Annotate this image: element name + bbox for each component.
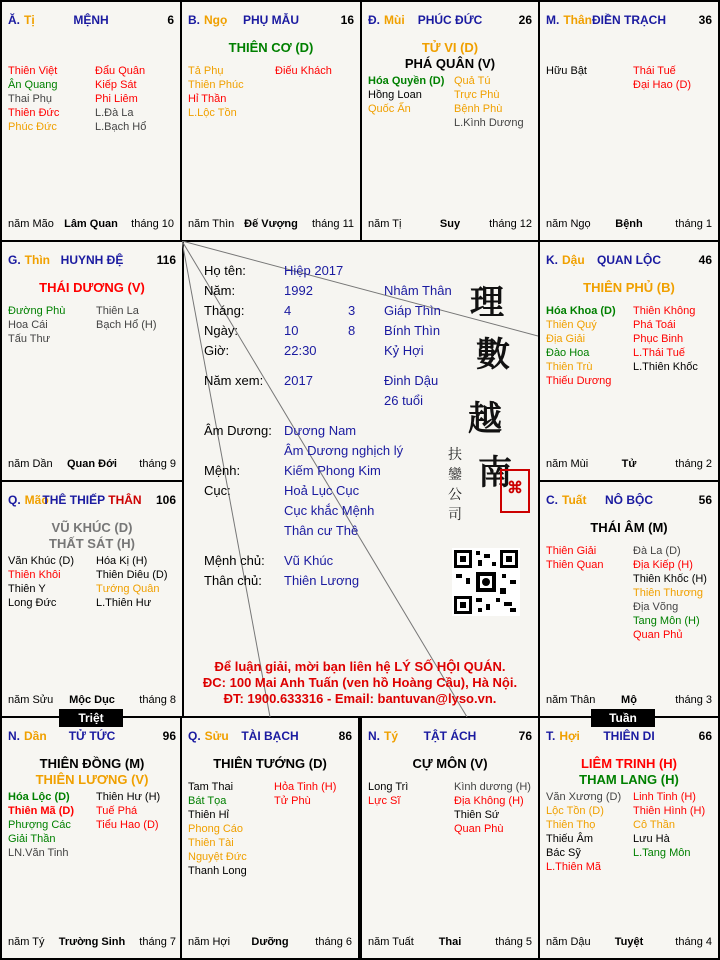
nam-can-chi: Nhâm Thân: [384, 283, 452, 298]
minor-star: Quan Phù: [454, 823, 504, 835]
gio-can-chi: Kỷ Hợi: [384, 343, 424, 358]
minor-star: L.Kình Dương: [454, 117, 524, 129]
minor-star: L.Thiên Khốc: [633, 361, 698, 373]
contact-address: ĐC: 100 Mai Anh Tuấn (ven hồ Hoàng Cầu), Hà Nội.: [202, 675, 518, 690]
than-chu-value: Thiên Lương: [284, 573, 360, 588]
nam-value: 1992: [284, 283, 313, 298]
palace-phase: Lâm Quan: [64, 218, 118, 230]
thang-can-chi: Giáp Thìn: [384, 303, 441, 318]
minor-star: Kình dương (H): [454, 781, 531, 793]
palace-cell-than: [538, 0, 720, 242]
palace-cell-ty2: [360, 716, 540, 960]
palace-header: [8, 253, 176, 271]
palace-cell-mao: [0, 480, 184, 718]
palace-number: 26: [518, 13, 532, 27]
calligraphy-char-1: 理: [470, 283, 504, 323]
palace-year: năm Thân: [546, 694, 596, 706]
minor-stars-right: [95, 64, 146, 134]
minor-stars-right: [633, 544, 707, 642]
main-star: THÁI ÂM (M): [590, 520, 668, 535]
minor-stars-right: [96, 790, 160, 832]
palace-month: tháng 5: [495, 936, 532, 948]
am-duong-label: Âm Dương:: [204, 423, 272, 438]
ngay-am-lich: 8: [348, 323, 356, 338]
minor-star: Đẩu Quân: [95, 65, 146, 77]
minor-star: Quốc Ấn: [368, 103, 411, 115]
minor-star: L.Thái Tuế: [633, 347, 685, 359]
minor-star: Hỉ Thần: [188, 93, 227, 105]
minor-star: Đào Hoa: [546, 347, 590, 359]
nam-xem-can-chi: Đinh Dậu: [384, 373, 439, 388]
minor-star: Nguyệt Đức: [188, 851, 247, 863]
minor-stars-left: [8, 554, 74, 610]
cuc-note: Cục khắc Mệnh: [284, 503, 375, 518]
minor-star: Phi Liêm: [95, 93, 138, 105]
minor-stars-left: [546, 790, 621, 874]
minor-star: Hóa Quyền (D): [368, 75, 445, 87]
minor-star: Linh Tinh (H): [633, 791, 696, 803]
palace-phase: Mộ: [621, 694, 637, 706]
minor-star: Ân Quang: [8, 79, 58, 91]
minor-star: Cô Thần: [633, 819, 675, 831]
minor-star: Tấu Thư: [8, 333, 51, 345]
minor-star: L.Lộc Tồn: [188, 107, 237, 119]
palace-name: TÀI BẠCH: [241, 729, 299, 743]
palace-branch: N. Dần: [8, 729, 47, 743]
nam-xem-value: 2017: [284, 373, 313, 388]
palace-branch: N. Tý: [368, 729, 399, 743]
red-seal-icon: ⌘: [500, 469, 530, 513]
minor-star: Thiên Khôi: [8, 569, 61, 581]
palace-branch: Q. Mão: [8, 493, 49, 507]
palace-phase: Suy: [439, 218, 461, 230]
qr-code-icon: [452, 548, 520, 616]
nam-label: Năm:: [204, 283, 236, 298]
minor-star: Thiên Quan: [546, 559, 604, 571]
palace-footer: [546, 458, 712, 472]
company-chars: 扶 鑾 公 司: [448, 447, 462, 523]
palace-header: [546, 729, 712, 747]
main-star: THIÊN LƯƠNG (V): [35, 772, 149, 787]
palace-name: HUYNH ĐỆ: [60, 253, 124, 267]
palace-branch: B. Ngọ: [188, 13, 228, 27]
palace-name: MỆNH: [73, 13, 109, 27]
minor-star: Tuế Phá: [96, 805, 138, 817]
ngay-label: Ngày:: [204, 323, 238, 338]
minor-star: Quan Phủ: [633, 629, 683, 641]
palace-footer: [8, 458, 176, 472]
minor-stars-right: [96, 554, 168, 610]
minor-star: Bệnh Phù: [454, 103, 503, 115]
minor-stars-left: [8, 790, 74, 860]
minor-star: Hóa Khoa (D): [546, 305, 616, 317]
main-star: THẤT SÁT (H): [49, 536, 135, 551]
palace-cell-thin: [0, 240, 184, 482]
cuc-value: Hoả Lục Cục: [284, 483, 360, 498]
minor-star: Thiên Thương: [633, 587, 704, 599]
palace-footer: [546, 936, 712, 950]
menh-chu-label: Mệnh chủ:: [204, 553, 265, 568]
main-star: THIÊN PHỦ (B): [583, 280, 675, 295]
palace-phase: Bệnh: [615, 218, 643, 230]
minor-star: Tam Thai: [188, 781, 234, 793]
minor-star: Tướng Quân: [96, 583, 160, 595]
minor-star: Thiên Quý: [546, 319, 597, 331]
minor-star: Phong Cáo: [188, 823, 244, 835]
palace-footer: [368, 218, 532, 232]
minor-star: Hồng Loan: [368, 89, 422, 101]
minor-star: Tả Phụ: [188, 65, 224, 77]
palace-name: QUAN LỘC: [597, 253, 661, 267]
palace-header: [8, 493, 176, 511]
palace-year: năm Tuất: [368, 936, 414, 948]
minor-star: Hóa Kị (H): [96, 555, 148, 567]
palace-cell-dan: [0, 716, 184, 960]
minor-stars-right: [454, 780, 531, 836]
minor-star: Đà La (D): [633, 545, 681, 557]
menh-value: Kiếm Phong Kim: [284, 463, 381, 478]
am-duong-value: Dương Nam: [284, 423, 357, 438]
palace-name: THIÊN DI: [603, 729, 655, 743]
palace-branch: Ă. Tị: [8, 13, 35, 27]
ho-ten-value: Hiệp 2017: [284, 263, 344, 278]
gio-value: 22:30: [284, 343, 317, 358]
minor-stars-right: [275, 64, 332, 78]
minor-stars-left: [546, 544, 603, 572]
minor-star: Thiên Hư (H): [96, 791, 161, 803]
main-star: THIÊN TƯỚNG (D): [213, 756, 327, 771]
main-star: TỬ VI (D): [421, 40, 479, 55]
minor-stars-left: [546, 304, 616, 388]
palace-month: tháng 7: [139, 936, 176, 948]
palace-number: 106: [155, 493, 176, 507]
palace-year: năm Sửu: [8, 694, 54, 706]
palace-number: 116: [156, 253, 176, 267]
palace-year: năm Hợi: [188, 936, 231, 948]
minor-star: Phá Toái: [633, 319, 676, 331]
contact-phone-email: ĐT: 1900.633316 - Email: bantuvan@lyso.vn.: [223, 691, 497, 706]
cuc-label: Cục:: [204, 483, 231, 498]
palace-name: THÊ THIẾP THÂN: [42, 493, 142, 507]
palace-branch: C. Tuất: [546, 493, 587, 507]
minor-stars-left: [368, 780, 408, 808]
palace-branch: Đ. Mùi: [368, 13, 405, 27]
palace-phase: Mộc Dục: [69, 694, 115, 706]
minor-star: Thiên Khốc (H): [633, 573, 707, 585]
calligraphy-char-3: 越: [468, 399, 502, 439]
palace-header: [8, 13, 174, 31]
palace-month: tháng 9: [139, 458, 176, 470]
main-star: LIÊM TRINH (H): [580, 756, 678, 771]
minor-stars-right: [96, 304, 157, 332]
minor-star: L.Bạch Hổ: [95, 121, 147, 133]
minor-star: L.Tang Môn: [633, 847, 691, 859]
minor-star: LN.Văn Tinh: [8, 847, 69, 859]
minor-star: Thiên Trù: [546, 361, 593, 373]
main-star: PHÁ QUÂN (V): [404, 56, 496, 71]
palace-phase: Tử: [621, 458, 637, 470]
palace-cell-dau: [538, 240, 720, 482]
minor-stars-right: [274, 780, 336, 808]
menh-chu-value: Vũ Khúc: [284, 553, 334, 568]
calligraphy-char-4: 南: [478, 453, 512, 493]
menh-label: Mệnh:: [204, 463, 241, 478]
minor-star: Văn Khúc (D): [8, 555, 75, 567]
contact-note-1: Để luận giải, mời bạn liên hệ LÝ SỐ HỘI QUÁN.: [214, 659, 506, 674]
palace-footer: [8, 218, 174, 232]
thang-value: 4: [284, 303, 292, 318]
minor-star: Thiên Hình (H): [633, 805, 706, 817]
palace-phase: Quan Đới: [67, 458, 117, 470]
minor-star: Địa Giải: [546, 333, 586, 345]
minor-stars-left: [188, 780, 247, 878]
thang-label: Tháng:: [204, 303, 245, 318]
palace-number: 96: [162, 729, 176, 743]
palace-year: năm Mùi: [546, 458, 589, 470]
minor-star: Tử Phù: [274, 795, 311, 807]
minor-star: Thiên Hỉ: [188, 809, 229, 821]
palace-footer: [188, 218, 354, 232]
palace-footer: [8, 694, 176, 708]
minor-stars-right: [633, 64, 691, 92]
palace-footer: [368, 936, 532, 950]
minor-stars-left: [188, 64, 244, 120]
minor-star: Long Đức: [8, 597, 57, 609]
palace-footer: [546, 694, 712, 708]
palace-month: tháng 11: [311, 218, 354, 230]
minor-star: Đường Phù: [8, 305, 66, 317]
palace-footer: [546, 218, 712, 232]
minor-star: Thiếu Dương: [546, 375, 612, 387]
palace-cell-suu: [180, 716, 360, 960]
minor-stars-right: [633, 304, 698, 374]
palace-month: tháng 1: [675, 218, 712, 230]
am-duong-note: Âm Dương nghịch lý: [284, 443, 404, 458]
palace-name: ĐIỀN TRẠCH: [592, 13, 666, 27]
minor-star: Thai Phụ: [8, 93, 53, 105]
palace-number: 36: [698, 13, 712, 27]
palace-phase: Tuyệt: [614, 936, 644, 948]
minor-star: Quả Tú: [454, 75, 491, 87]
palace-month: tháng 4: [675, 936, 712, 948]
minor-star: Thiên Tài: [188, 837, 234, 849]
minor-star: Điếu Khách: [275, 65, 332, 77]
minor-star: Thiên Giải: [546, 545, 597, 557]
palace-number: 6: [167, 13, 174, 27]
minor-stars-right: [454, 74, 524, 130]
ngay-can-chi: Bính Thìn: [384, 323, 441, 338]
minor-star: Lưu Hà: [633, 833, 670, 845]
minor-star: Thiên Không: [633, 305, 696, 317]
palace-year: năm Dậu: [546, 936, 591, 948]
minor-star: Hỏa Tinh (H): [274, 781, 337, 793]
palace-year: năm Tị: [368, 218, 402, 230]
minor-star: Thái Tuế: [633, 65, 676, 77]
palace-year: năm Mão: [8, 218, 54, 230]
tuan-tag: Tuần: [591, 709, 655, 727]
ho-ten-label: Họ tên:: [204, 263, 246, 278]
minor-star: Lực Sĩ: [368, 795, 401, 807]
minor-star: Long Trì: [368, 781, 409, 793]
minor-star: Thanh Long: [188, 865, 247, 877]
palace-branch: K. Dậu: [546, 253, 585, 267]
minor-star: Trực Phù: [454, 89, 500, 101]
palace-year: năm Thìn: [188, 218, 235, 230]
palace-footer: [8, 936, 176, 950]
main-star: THÁI DƯƠNG (V): [39, 280, 145, 295]
minor-stars-left: [546, 64, 587, 78]
palace-cell-hoi: [538, 716, 720, 960]
minor-star: Thiên Y: [8, 583, 46, 595]
palace-number: 46: [698, 253, 712, 267]
palace-branch: M. Thân: [546, 13, 593, 27]
minor-star: Bạch Hổ (H): [96, 319, 157, 331]
minor-stars-left: [368, 74, 444, 116]
calligraphy-char-2: 數: [476, 335, 510, 375]
minor-star: Thiên Diêu (D): [96, 569, 168, 581]
palace-header: [368, 13, 532, 31]
minor-stars-left: [8, 304, 65, 346]
nam-xem-label: Năm xem:: [204, 373, 264, 388]
palace-header: [188, 729, 352, 747]
palace-year: năm Dần: [8, 458, 53, 470]
palace-cell-mui: [360, 0, 540, 242]
minor-star: Địa Võng: [633, 601, 679, 613]
palace-header: [188, 13, 354, 31]
minor-star: Thiên La: [96, 305, 139, 317]
minor-star: Phúc Đức: [8, 121, 57, 133]
minor-stars-right: [633, 790, 705, 860]
main-star: THIÊN CƠ (D): [228, 40, 314, 55]
minor-star: Tiểu Hao (D): [96, 819, 159, 831]
minor-stars-left: [8, 64, 59, 134]
than-chu-label: Thân chủ:: [204, 573, 262, 588]
palace-month: tháng 8: [139, 694, 176, 706]
palace-month: tháng 12: [489, 218, 532, 230]
minor-star: Đại Hao (D): [633, 79, 692, 91]
minor-star: Tang Môn (H): [633, 615, 700, 627]
minor-star: L.Đà La: [95, 107, 134, 119]
minor-star: Hữu Bật: [546, 65, 587, 77]
palace-year: năm Tý: [8, 936, 45, 948]
minor-star: L.Thiên Mã: [546, 861, 602, 873]
minor-star: Bác Sỹ: [546, 847, 581, 859]
thang-am-lich: 3: [348, 303, 356, 318]
palace-name: TỬ TỨC: [68, 729, 116, 743]
minor-star: Phục Binh: [633, 333, 684, 345]
palace-header: [546, 493, 712, 511]
palace-number: 56: [698, 493, 712, 507]
tuoi-value: 26 tuổi: [384, 393, 424, 408]
palace-branch: Q. Sửu: [188, 729, 229, 743]
center-info-panel: [182, 241, 538, 717]
palace-cell-ty: [0, 0, 182, 242]
palace-cell-tuat: [538, 480, 720, 718]
minor-star: Hoa Cái: [8, 319, 48, 331]
palace-header: [546, 253, 712, 271]
palace-branch: G. Thìn: [8, 253, 50, 267]
palace-header: [546, 13, 712, 31]
palace-name: TẬT ÁCH: [423, 729, 477, 743]
ngay-value: 10: [284, 323, 299, 338]
than-cu-note: Thân cư Thê: [284, 523, 359, 538]
main-star: VŨ KHÚC (D): [51, 520, 133, 535]
minor-star: Phượng Các: [8, 819, 71, 831]
palace-cell-ngo: [180, 0, 362, 242]
palace-name: PHỤ MẪU: [243, 13, 299, 27]
palace-number: 86: [338, 729, 352, 743]
minor-star: Giải Thần: [8, 833, 56, 845]
palace-phase: Dưỡng: [251, 936, 289, 948]
minor-star: Thiên Việt: [8, 65, 58, 77]
palace-number: 16: [340, 13, 354, 27]
minor-star: Thiên Thọ: [546, 819, 596, 831]
palace-header: [8, 729, 176, 747]
minor-star: Thiên Đức: [8, 107, 60, 119]
minor-star: L.Thiên Hư: [96, 597, 152, 609]
palace-year: năm Ngọ: [546, 218, 591, 230]
minor-star: Lộc Tồn (D): [546, 805, 604, 817]
minor-star: Văn Xương (D): [546, 791, 622, 803]
palace-footer: [188, 936, 352, 950]
palace-phase: Đế Vượng: [244, 218, 298, 230]
palace-month: tháng 6: [315, 936, 352, 948]
minor-star: Địa Kiếp (H): [633, 559, 693, 571]
palace-name: NÔ BỘC: [605, 493, 653, 507]
minor-star: Địa Không (H): [454, 795, 524, 807]
palace-number: 76: [518, 729, 532, 743]
palace-branch: T. Hợi: [546, 729, 580, 743]
main-star: THIÊN ĐỒNG (M): [39, 756, 145, 771]
minor-star: Thiếu Âm: [546, 833, 594, 845]
palace-month: tháng 2: [675, 458, 712, 470]
palace-name: PHÚC ĐỨC: [417, 13, 483, 27]
palace-number: 66: [698, 729, 712, 743]
minor-star: Thiên Mã (D): [8, 805, 74, 817]
palace-header: [368, 729, 532, 747]
minor-star: Thiên Phúc: [188, 79, 244, 91]
minor-star: Hóa Lộc (D): [8, 791, 70, 803]
palace-month: tháng 3: [675, 694, 712, 706]
main-star: THAM LANG (H): [579, 772, 679, 787]
palace-month: tháng 10: [131, 218, 174, 230]
minor-star: Kiếp Sát: [95, 79, 137, 91]
minor-star: Thiên Sứ: [454, 809, 500, 821]
triet-tag: Triệt: [59, 709, 123, 727]
palace-phase: Thai: [438, 936, 462, 948]
palace-phase: Trường Sinh: [58, 936, 126, 948]
minor-star: Bát Tọa: [188, 795, 227, 807]
main-star: CỰ MÔN (V): [412, 756, 488, 771]
gio-label: Giờ:: [204, 343, 230, 358]
